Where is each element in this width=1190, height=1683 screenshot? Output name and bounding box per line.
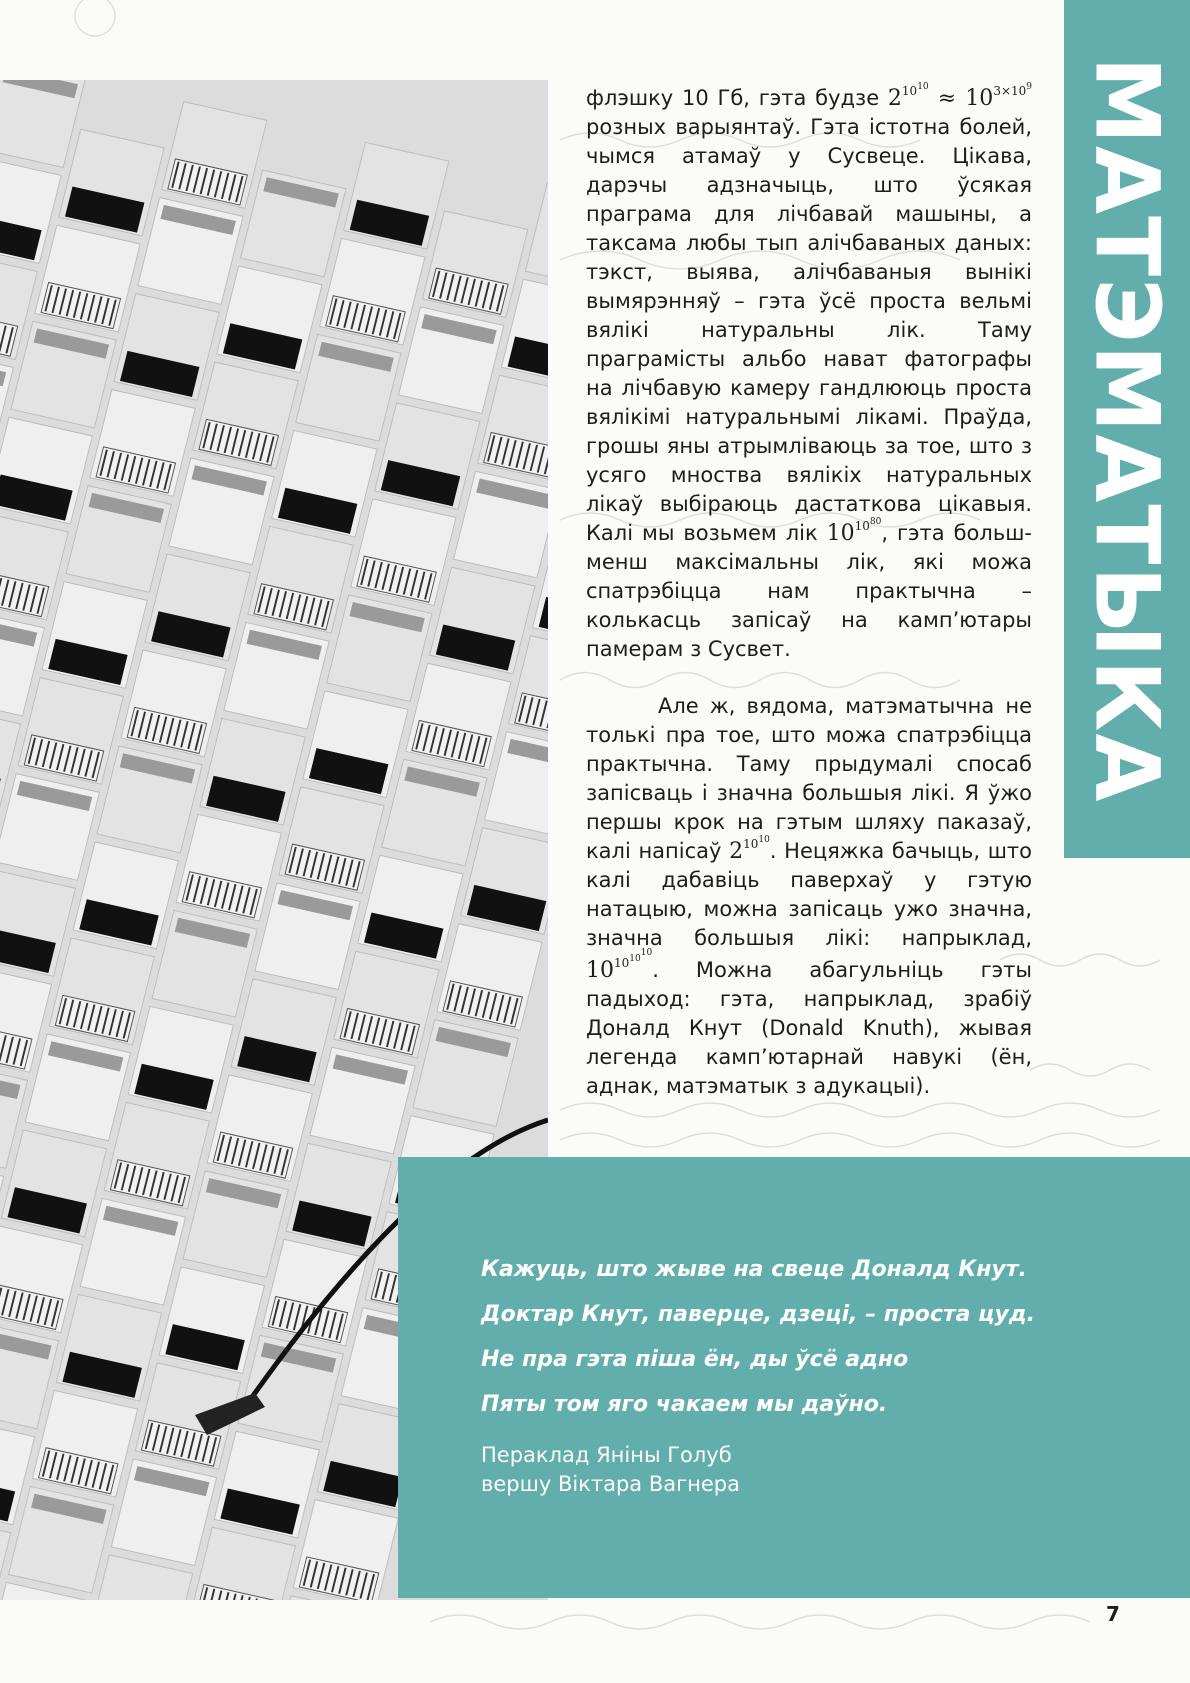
poem: [481, 1247, 1181, 1427]
math-expression: $10^{10^{80}}$: [826, 517, 882, 546]
math-expression: $10^{10^{10^{10}}}$: [586, 948, 653, 983]
poem-line: Не пра гэта піша ён, ды ўсё адно: [481, 1347, 909, 1372]
poem-line: Пяты том яго чакаем мы даўно.: [481, 1392, 888, 1417]
section-title: МАТЭМАТЫКА: [1075, 56, 1179, 804]
math-expression: $2^{10^{10}} \approx 10^{3\times 10^9}$: [887, 82, 1033, 111]
translator-credit: Пераклад Яніны Голуб: [481, 1443, 732, 1467]
poem-box: [398, 1157, 1190, 1598]
article-body: [586, 84, 1032, 1101]
article-paragraph-1: флэшку 10 Гб, гэта будзе $2^{10^{10}} \approx 10^{3\times 10^9}$ розных варыянтаў. Гэта істотна болей, чымся атамаў у Сусвеце. Цікава, дарэчы адзначыць, што ўсякая праграма для лічбавай машыны, а таксама любы тып алічбаваных даных: тэкст, выява, алічбаваныя вынікі вымярэнняў – гэта ўсё проста вельмі вялікі натуральны лік. Таму праграмісты альбо нават фатографы на лічбавую камеру гандлююць проста вялікімі натуральнымі лікамі. Праўда, грошы яны атрымліваюць за тое, што з усяго мноства вялікіх натуральных лікаў выбіраюць дастаткова цікавыя. Калі мы возьмем лік $10^{10^{80}}$, гэта больш-менш максімальны лік, які можа спатрэбіцца нам практычна – колькасць запісаў на камп’ютары памерам з Сусвет.: [586, 82, 1033, 661]
poem-line: Доктар Кнут, паверце, дзеці, – проста цуд.: [481, 1302, 1035, 1327]
math-expression: $2^{10^{10}}$: [729, 835, 770, 864]
author-credit: вершу Віктара Вагнера: [481, 1472, 741, 1496]
section-title-band: [1064, 0, 1190, 858]
page-number: 7: [1106, 1602, 1120, 1626]
article-paragraph-2: Але ж, вядома, матэматычна не толькі пра тое, што можа спатрэбіцца практычна. Таму прыдумалі спосаб запісваць і значна большыя лікі. Я ўжо першы крок на гэтым шляху паказаў, калі напісаў $2^{10^{10}}$. Нецяжка бачыць, што калі дабавіць паверхаў у гэтую натацыю, можна запісаць ужо значна, значна большыя лікі: напрыклад, $10^{10^{10^{10}}}$. Можна абагульніць гэты падыход: гэта, напрыклад, зрабіў Доналд Кнут (Donald Knuth), жывая легенда камп’ютарнай навукі (ён, аднак, матэматык з адукацыі).: [586, 694, 1033, 1098]
poem-credits: [481, 1441, 740, 1499]
poem-line: Кажуць, што жыве на свеце Доналд Кнут.: [481, 1257, 1027, 1282]
